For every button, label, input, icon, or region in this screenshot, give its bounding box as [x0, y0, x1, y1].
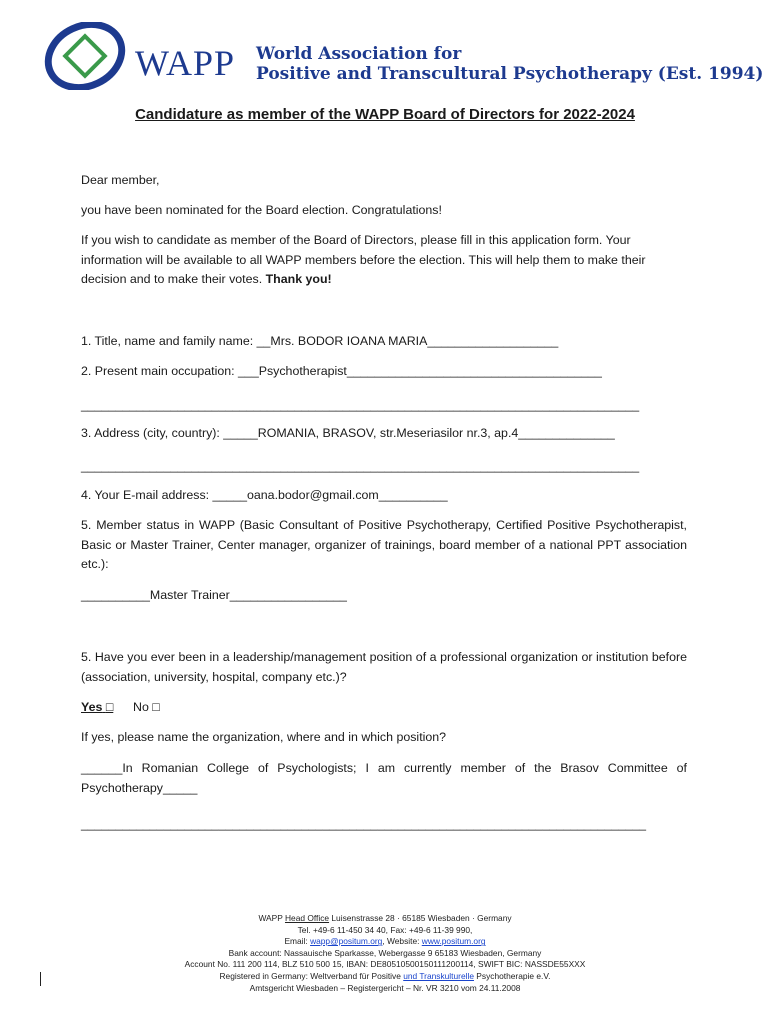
footer-court: Amtsgericht Wiesbaden – Registergericht – Nr. VR 3210 vom 24.11.2008 — [249, 982, 521, 993]
no-checkbox-icon[interactable]: □ — [152, 700, 160, 714]
page-title: Candidature as member of the WAPP Board of Directors for 2022-2024 — [135, 106, 635, 123]
wapp-logo-icon — [44, 22, 126, 90]
question-member-status: 5. Member status in WAPP (Basic Consultant of Positive Psychotherapy, Certified Positive Psychotherapist, Basic or Master Trainer, Center manager, organizer of trainings, board member of a national PPT association etc.): — [81, 518, 687, 571]
footer-head-office: Head Office — [284, 913, 330, 923]
yes-option[interactable] — [81, 700, 113, 714]
member-status-answer[interactable]: __________Master Trainer_________________ — [81, 588, 347, 602]
footer-email-link[interactable]: wapp@positum.org — [310, 936, 383, 947]
footer — [0, 913, 770, 994]
question-name[interactable]: 1. Title, name and family name: __Mrs. BODOR IOANA MARIA___________________ — [81, 334, 559, 348]
question-occupation[interactable]: 2. Present main occupation: ___Psychotherapist_____________________________________ — [81, 364, 602, 378]
leadership-yes-option[interactable] — [81, 698, 113, 717]
occupation-blank-line[interactable]: _________________________________________________________________________________ — [81, 398, 640, 412]
instructions — [81, 231, 687, 290]
footer-registration — [0, 971, 770, 983]
leadership-no-option[interactable] — [133, 698, 160, 717]
question-email[interactable]: 4. Your E-mail address: _____oana.bodor@gmail.com__________ — [81, 488, 448, 502]
yes-label: Yes — [81, 700, 103, 714]
footer-phone: Tel. +49-6 11-450 34 40, Fax: +49-6 11-39 990, — [297, 924, 473, 935]
thank-you: Thank you! — [265, 272, 332, 286]
instructions-text: If you wish to candidate as member of the Board of Directors, please fill in this application form. Your information will be available to all WAPP members before the election. This will help them to make their decision and to make their votes. — [81, 233, 646, 286]
footer-website-label: , Website: — [382, 936, 422, 947]
footer-bank: Bank account: Nassauische Sparkasse, Webergasse 9 65183 Wiesbaden, Germany — [228, 947, 542, 958]
text-cursor — [40, 972, 41, 986]
footer-registered-end: Psychotherapie e.V. — [473, 970, 551, 981]
if-yes-blank-line[interactable]: __________________________________________________________________________________ — [81, 817, 647, 831]
address-blank-line[interactable]: _________________________________________________________________________________ — [81, 459, 640, 473]
question-if-yes: If yes, please name the organization, where and in which position? — [81, 730, 447, 744]
footer-website-link[interactable]: www.positum.org — [421, 936, 486, 947]
footer-registered: Registered in Germany: Weltverband für Positive — [219, 970, 404, 981]
question-address[interactable]: 3. Address (city, country): _____ROMANIA, BRASOV, str.Meseriasilor nr.3, ap.4______________ — [81, 426, 615, 440]
footer-org: WAPP — [258, 913, 283, 923]
footer-email-label: Email: — [284, 936, 311, 947]
brand-name: WAPP — [135, 43, 236, 83]
letterhead — [40, 18, 764, 98]
footer-und-link: und Transkulturelle — [403, 970, 474, 981]
no-label: No — [133, 700, 149, 714]
footer-address — [0, 913, 770, 925]
footer-account: Account No. 111 200 114, BLZ 510 500 15, IBAN: DE80510500150111200114, SWIFT BIC: NASSDE55XXX — [184, 959, 586, 970]
association-line-2: Positive and Transcultural Psychotherapy (Est. 1994) — [256, 64, 764, 84]
if-yes-answer[interactable]: ______In Romanian College of Psychologists; I am currently member of the Brasov Committee of Psychotherapy_____ — [81, 761, 687, 795]
nomination-text: you have been nominated for the Board election. Congratulations! — [81, 203, 442, 217]
greeting: Dear member, — [81, 173, 160, 187]
association-line-1: World Association for — [256, 44, 462, 64]
yes-checkbox-icon[interactable]: □ — [105, 700, 114, 714]
question-leadership: 5. Have you ever been in a leadership/management position of a professional organization or institution before (association, university, hospital, company etc.)? — [81, 650, 687, 684]
association-name — [256, 44, 763, 84]
footer-contact — [0, 936, 770, 948]
footer-street: Luisenstrasse 28 · 65185 Wiesbaden · Germany — [329, 913, 512, 923]
